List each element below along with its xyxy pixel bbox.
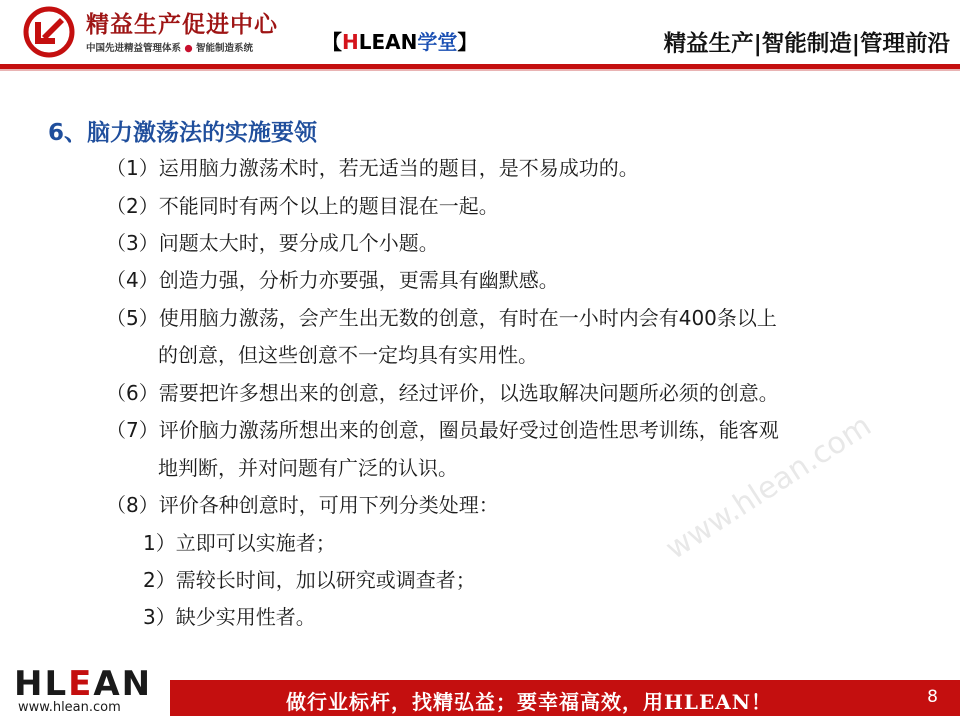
list-item: （4）创造力强，分析力亦要强，更需具有幽默感。 [106, 268, 559, 292]
list-item: （6）需要把许多想出来的创意，经过评价，以选取解决问题所必须的创意。 [106, 381, 779, 405]
footer-logo-e: E [68, 664, 94, 704]
footer-slogan: 做行业标杆，找精弘益；要幸福高效，用HLEAN！ [286, 690, 773, 714]
list-item: （2）不能同时有两个以上的题目混在一起。 [106, 194, 499, 218]
org-sub-separator: ● [184, 43, 193, 54]
slide-header [0, 0, 960, 68]
footer-logo [14, 664, 152, 704]
course-tag [322, 26, 477, 55]
footer-url: www.hlean.com [18, 700, 121, 715]
org-subtitle [86, 40, 253, 54]
list-item: （8）评价各种创意时，可用下列分类处理： [106, 493, 499, 517]
org-sub-b: 智能制造系统 [195, 43, 253, 54]
tag-close: 】 [457, 30, 478, 54]
list-item: （3）问题太大时，要分成几个小题。 [106, 231, 439, 255]
sub-list-item: 1）立即可以实施者； [143, 531, 336, 555]
header-slogan: 精益生产|智能制造|管理前沿 [663, 31, 950, 57]
watermark: www.hlean.com [659, 408, 878, 567]
sub-list-item: 3）缺少实用性者。 [143, 605, 316, 629]
footer-logo-an: AN [93, 664, 153, 704]
list-item: （7）评价脑力激荡所想出来的创意，圈员最好受过创造性思考训练，能客观 [106, 418, 779, 442]
org-sub-a: 中国先进精益管理体系 [86, 43, 182, 54]
org-logo-icon [20, 6, 78, 58]
sub-list-item: 2）需较长时间，加以研究或调查者； [143, 568, 476, 592]
tag-brand-rest: LEAN [358, 30, 418, 54]
list-item: （1）运用脑力激荡术时，若无适当的题目，是不易成功的。 [106, 156, 639, 180]
header-divider-shadow [0, 69, 960, 71]
list-item-continuation: 地判断，并对问题有广泛的认识。 [158, 456, 458, 480]
footer-logo-hl: HL [14, 664, 69, 704]
org-name: 精益生产促进中心 [86, 12, 278, 38]
page-number: 8 [927, 687, 938, 707]
list-item: （5）使用脑力激荡，会产生出无数的创意，有时在一小时内会有400条以上 [106, 306, 777, 330]
tag-category: 学堂 [417, 30, 458, 54]
tag-open: 【 [322, 30, 342, 54]
section-title: 6、脑力激荡法的实施要领 [48, 120, 318, 146]
tag-brand-h: H [342, 30, 359, 54]
list-item-continuation: 的创意，但这些创意不一定均具有实用性。 [158, 343, 538, 367]
